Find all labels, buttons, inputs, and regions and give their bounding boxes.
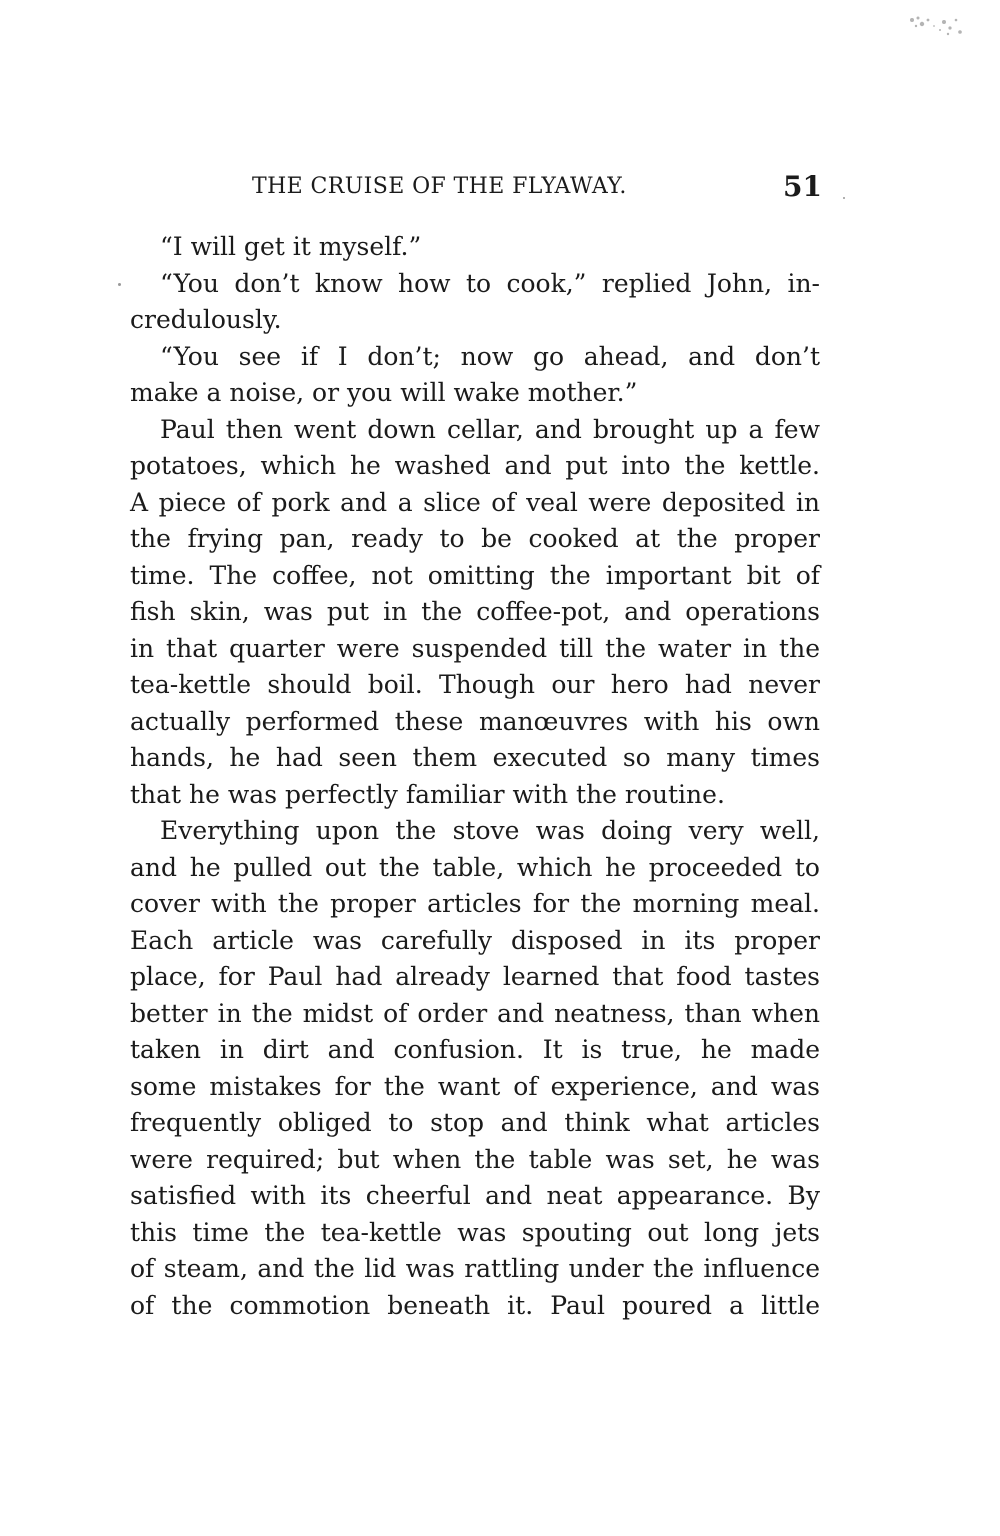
text-line: credulously. — [130, 305, 282, 334]
page-number: 51 — [783, 170, 822, 203]
paper-speck — [843, 197, 845, 199]
text-line: “You see if I don’t; now go ahead, and don’t — [160, 341, 820, 371]
text-line: Everything upon the stove was doing very well, — [160, 816, 820, 845]
text-line: place, for Paul had already learned that food tastes — [130, 962, 820, 991]
text-line: frequently obliged to stop and think what articles — [130, 1108, 820, 1137]
text-line: better in the midst of order and neatness, than when — [130, 998, 820, 1028]
text-line: some mistakes for the want of experience, and was — [130, 1071, 820, 1101]
text-line: A piece of pork and a slice of veal were deposited in — [130, 487, 820, 517]
text-line: were required; but when the table was set, he was — [130, 1144, 820, 1174]
text-line: tea-kettle should boil. Though our hero had never — [130, 670, 820, 699]
text-line: Each article was carefully disposed in its proper — [130, 925, 820, 955]
text-line: of steam, and the lid was rattling under the influence — [130, 1254, 820, 1283]
text-line: fish skin, was put in the coffee-pot, and operations — [130, 597, 820, 626]
text-line: hands, he had seen them executed so many times — [130, 743, 820, 772]
text-line: in that quarter were suspended till the water in the — [130, 633, 820, 663]
text-line: taken in dirt and confusion. It is true, he made — [130, 1035, 820, 1064]
text-line: the frying pan, ready to be cooked at the proper — [130, 524, 820, 553]
text-line: and he pulled out the table, which he proceeded to — [130, 852, 820, 882]
ink-smudge-mark — [900, 10, 970, 44]
text-line: that he was perfectly familiar with the routine. — [130, 779, 725, 809]
page-header — [252, 170, 822, 210]
text-line: of the commotion beneath it. Paul poured a little — [130, 1290, 820, 1320]
text-line: “You don’t know how to cook,” replied John, in- — [160, 268, 820, 298]
running-head: THE CRUISE OF THE FLYAWAY. — [252, 174, 627, 199]
body-text — [130, 229, 820, 1324]
text-line: actually performed these manœuvres with his own — [130, 706, 820, 736]
text-line: time. The coffee, not omitting the important bit of — [130, 560, 820, 590]
text-line: satisfied with its cheerful and neat appearance. By — [130, 1181, 820, 1210]
text-line: potatoes, which he washed and put into the kettle. — [130, 451, 820, 480]
text-line: “I will get it myself.” — [160, 232, 422, 261]
paper-speck — [118, 283, 121, 286]
text-line: make a noise, or you will wake mother.” — [130, 378, 638, 407]
text-line: Paul then went down cellar, and brought up a few — [160, 414, 820, 444]
text-line: cover with the proper articles for the morning meal. — [130, 889, 820, 918]
text-line: this time the tea-kettle was spouting out long jets — [130, 1217, 820, 1247]
